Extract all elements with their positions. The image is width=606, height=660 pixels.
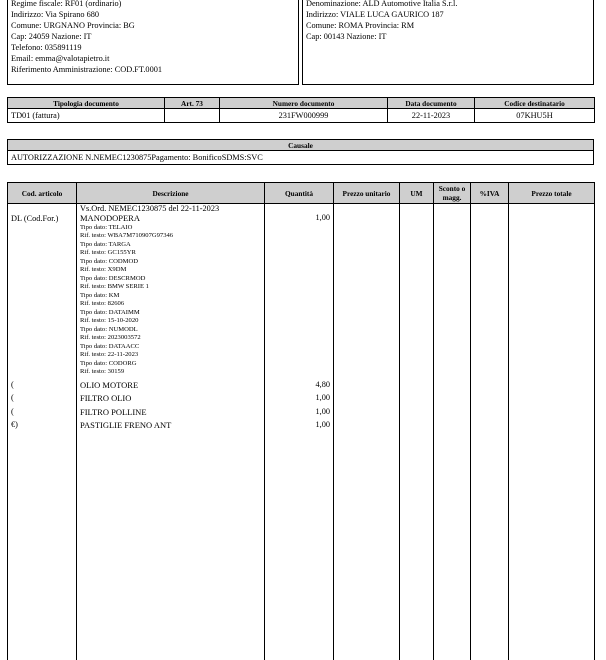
col-codice-destinatario: Codice destinatario xyxy=(475,98,595,109)
causale-text: AUTORIZZAZIONE N.NEMEC1230875Pagamento: BonificoSDMS:SVC xyxy=(8,151,594,165)
item-detail-line: Tipo dato: CODMOD xyxy=(80,258,261,267)
item-um-column xyxy=(400,204,434,660)
item-descriptions-column xyxy=(77,204,265,660)
buyer-box xyxy=(302,0,594,85)
item-detail-line: Rif. testo: 15-10-2020 xyxy=(80,317,261,326)
items-table xyxy=(7,182,595,660)
item-quantity: 1,00 xyxy=(268,213,330,377)
col-sconto-magg-label: Sconto o magg. xyxy=(439,184,466,202)
item-description: FILTRO POLLINE xyxy=(80,407,261,418)
item-code: DL (Cod.For.) xyxy=(11,213,73,377)
col-quantita: Quantità xyxy=(265,183,334,204)
item-detail-line: Rif. testo: GC155YR xyxy=(80,249,261,258)
item-codes-column xyxy=(8,204,77,660)
item-detail-line: Tipo dato: CODORG xyxy=(80,360,261,369)
col-um: UM xyxy=(400,183,434,204)
item-detail-line: Tipo dato: TELAIO xyxy=(80,224,261,233)
order-reference: Vs.Ord. NEMEC1230875 del 22-11-2023 xyxy=(80,204,261,213)
data-documento-value: 22-11-2023 xyxy=(388,109,475,123)
item-qty-spacer xyxy=(268,204,330,213)
item-detail-line: Tipo dato: KM xyxy=(80,292,261,301)
col-prezzo-totale: Prezzo totale xyxy=(509,183,595,204)
item-detail-line: Tipo dato: DATAACC xyxy=(80,343,261,352)
seller-line: Comune: URGNANO Provincia: BG xyxy=(11,20,162,31)
causale-value-row xyxy=(8,151,594,165)
buyer-line: Comune: ROMA Provincia: RM xyxy=(306,20,457,31)
item-detail-line: Rif. testo: 22-11-2023 xyxy=(80,351,261,360)
item-detail-line: Rif. testo: 82606 xyxy=(80,300,261,309)
item-description: FILTRO OLIO xyxy=(80,393,261,404)
col-descrizione: Descrizione xyxy=(77,183,265,204)
seller-line: Riferimento Amministrazione: COD.FT.0001 xyxy=(11,64,162,75)
item-prices-column xyxy=(334,204,400,660)
item-detail-line: Tipo dato: DATAIMM xyxy=(80,309,261,318)
item-totals-column xyxy=(509,204,595,660)
seller-details xyxy=(11,0,162,75)
item-detail-line: Rif. testo: 2023003572 xyxy=(80,334,261,343)
buyer-line: Cap: 00143 Nazione: IT xyxy=(306,31,457,42)
seller-line: Cap: 24059 Nazione: IT xyxy=(11,31,162,42)
document-info-value-row xyxy=(8,109,595,123)
item-code-spacer xyxy=(11,204,73,213)
codice-destinatario-value: 07KHU5H xyxy=(475,109,595,123)
item-sconto-column xyxy=(434,204,471,660)
item-quantity: 1,00 xyxy=(268,407,330,418)
seller-line: Email: emma@valotapietro.it xyxy=(11,53,162,64)
item-detail-line: Tipo dato: TARGA xyxy=(80,241,261,250)
seller-line: Indirizzo: Via Spirano 680 xyxy=(11,9,162,20)
col-tipologia-documento: Tipologia documento xyxy=(8,98,165,109)
seller-line: Regime fiscale: RF01 (ordinario) xyxy=(11,0,162,9)
item-description: MANODOPERA xyxy=(80,213,261,224)
buyer-line: Denominazione: ALD Automotive Italia S.r.l. xyxy=(306,0,457,9)
tipologia-documento-value: TD01 (fattura) xyxy=(8,109,165,123)
item-description: PASTIGLIE FRENO ANT xyxy=(80,420,261,431)
causale-header: Causale xyxy=(8,140,594,151)
col-cod-articolo: Cod. articolo xyxy=(8,183,77,204)
item-code: ( xyxy=(11,393,73,404)
items-body-row xyxy=(8,204,595,660)
item-code: €) xyxy=(11,420,73,431)
item-quantity: 1,00 xyxy=(268,393,330,404)
col-iva: %IVA xyxy=(471,183,509,204)
item-detail-line: Tipo dato: DESCRMOD xyxy=(80,275,261,284)
col-numero-documento: Numero documento xyxy=(220,98,388,109)
art-73-value xyxy=(165,109,220,123)
item-iva-column xyxy=(471,204,509,660)
item-detail-line: Rif. testo: X9DM xyxy=(80,266,261,275)
causale-table xyxy=(7,139,594,165)
buyer-details xyxy=(306,0,457,42)
item-detail-line: Rif. testo: 30159 xyxy=(80,368,261,377)
item-code: ( xyxy=(11,407,73,418)
causale-header-row xyxy=(8,140,594,151)
numero-documento-value: 231FW000999 xyxy=(220,109,388,123)
seller-box xyxy=(7,0,299,85)
item-quantities-column xyxy=(265,204,334,660)
document-info-header-row xyxy=(8,98,595,109)
col-sconto-magg xyxy=(434,183,471,204)
item-detail-line: Tipo dato: NUMODL xyxy=(80,326,261,335)
col-prezzo-unitario: Prezzo unitario xyxy=(334,183,400,204)
col-data-documento: Data documento xyxy=(388,98,475,109)
item-description: OLIO MOTORE xyxy=(80,380,261,391)
buyer-line: Indirizzo: VIALE LUCA GAURICO 187 xyxy=(306,9,457,20)
item-detail-line: Rif. testo: BMW SERIE 1 xyxy=(80,283,261,292)
item-code: ( xyxy=(11,380,73,391)
col-art-73: Art. 73 xyxy=(165,98,220,109)
item-quantity: 1,00 xyxy=(268,420,330,431)
seller-line: Telefono: 035891119 xyxy=(11,42,162,53)
item-detail-line: Rif. testo: WBA7M710907G97346 xyxy=(80,232,261,241)
items-header-row xyxy=(8,183,595,204)
document-info-table xyxy=(7,97,595,123)
item-quantity: 4,80 xyxy=(268,380,330,391)
